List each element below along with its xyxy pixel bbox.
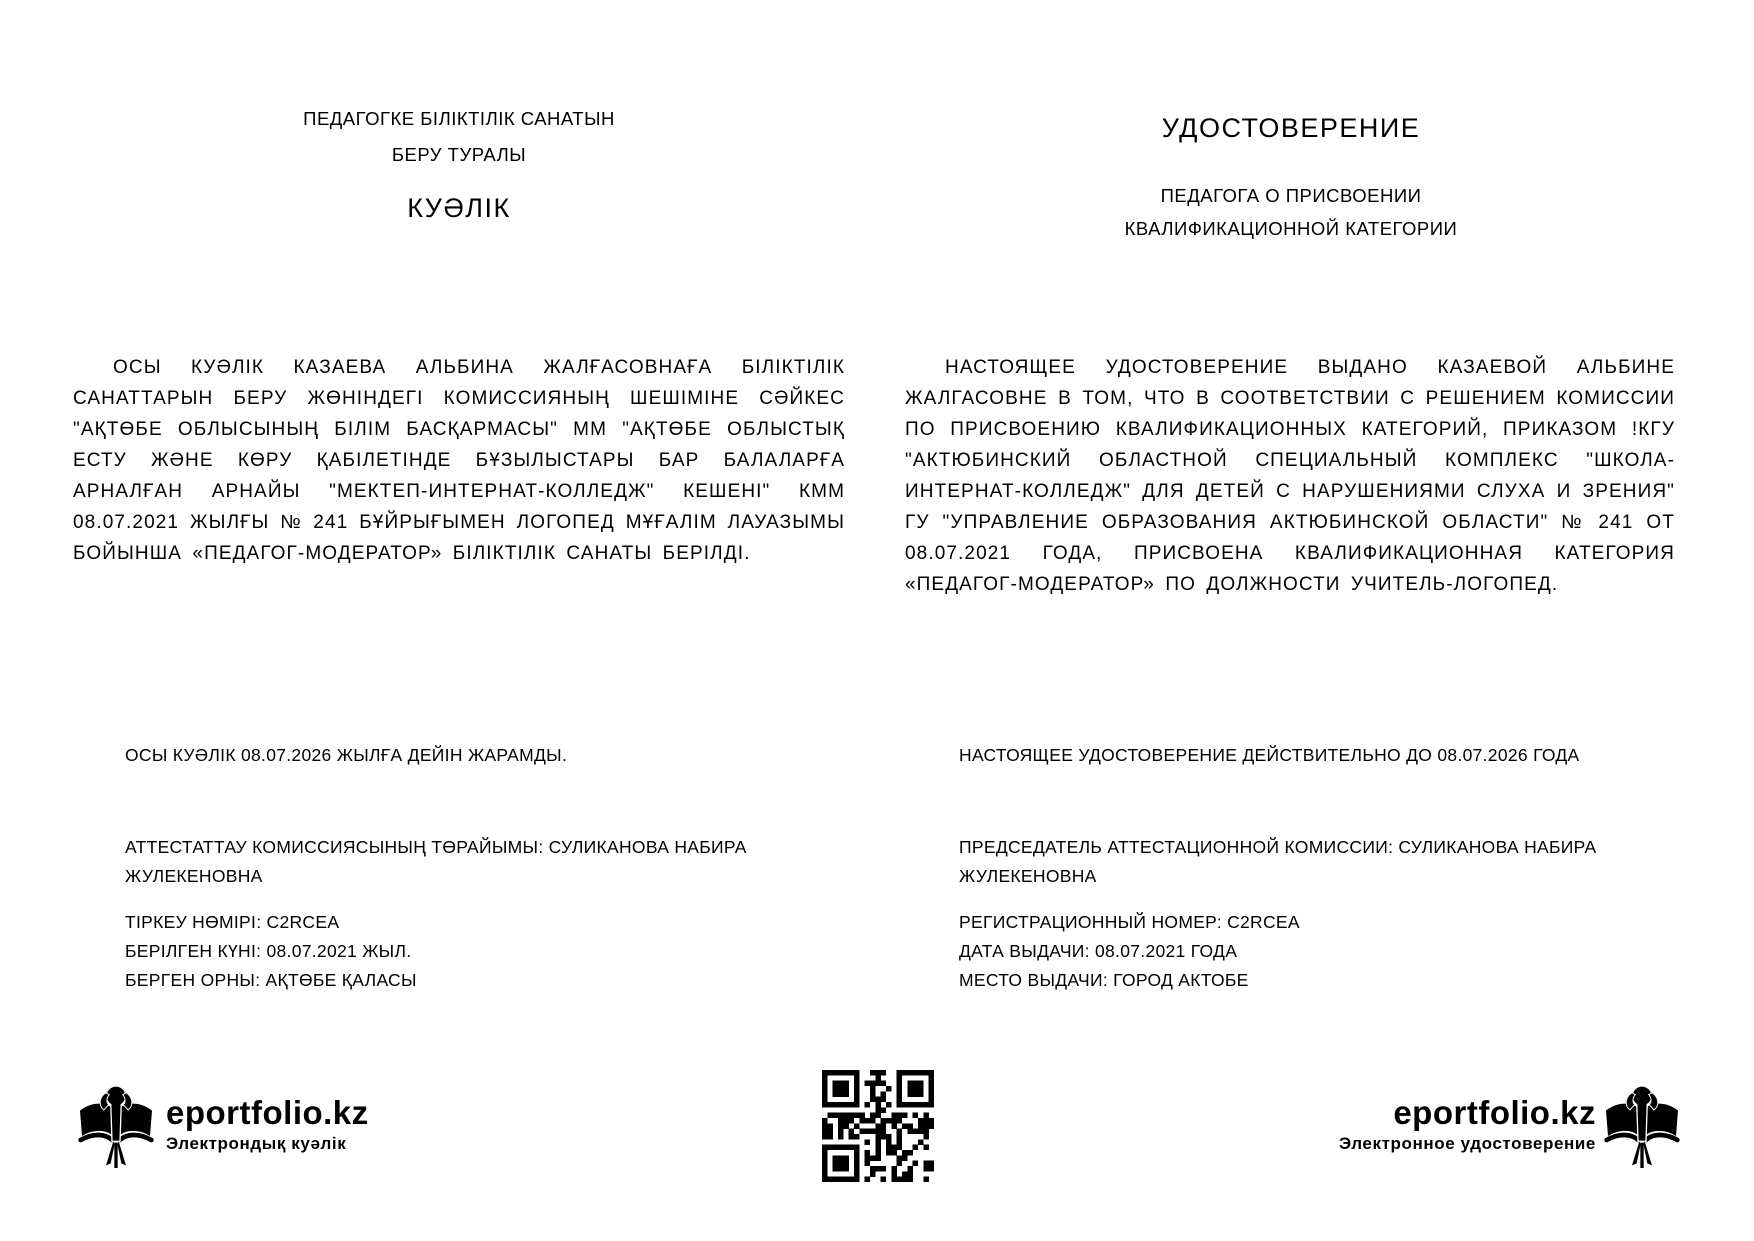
ru-subtitle-line1: ПЕДАГОГА О ПРИСВОЕНИИ <box>1160 185 1422 206</box>
ru-body-paragraph: НАСТОЯЩЕЕ УДОСТОВЕРЕНИЕ ВЫДАНО КАЗАЕВОЙ АЛЬБИНЕ ЖАЛГАСОВНЕ В ТОМ, ЧТО В СООТВЕТСТВИИ С РЕШЕНИЕМ КОМИССИИ ПО ПРИСВОЕНИЮ КВАЛИФИКАЦИОННЫХ КАТЕГОРИЙ, ПРИКАЗОМ !КГУ "АКТЮБИНСКИЙ ОБЛАСТНОЙ СПЕЦИАЛЬНЫЙ КОМПЛЕКС "ШКОЛА-ИНТЕРНАТ-КОЛЛЕДЖ" ДЛЯ ДЕТЕЙ С НАРУШЕНИЯМИ СЛУХА И ЗРЕНИЯ" ГУ "УПРАВЛЕНИЕ ОБРАЗОВАНИЯ АКТЮБИНСКОЙ ОБЛАСТИ" № 241 ОТ 08.07.2021 ГОДА, ПРИСВОЕНА КВАЛИФИКАЦИОННАЯ КАТЕГОРИЯ «ПЕДАГОГ-МОДЕРАТОР» ПО ДОЛЖНОСТИ УЧИТЕЛЬ-ЛОГОПЕД. <box>905 357 1675 595</box>
qr-code <box>822 1070 934 1182</box>
kk-issue-place: БЕРГЕН ОРНЫ: АҚТӨБЕ ҚАЛАСЫ <box>125 970 417 990</box>
book-reader-icon <box>1602 1080 1682 1181</box>
kk-registration-block <box>125 908 417 995</box>
ru-chairman-line: ПРЕДСЕДАТЕЛЬ АТТЕСТАЦИОННОЙ КОМИССИИ: СУЛИКАНОВА НАБИРА ЖУЛЕКЕНОВНА <box>959 837 1597 886</box>
right-logo-brand: eportfolio.kz <box>1393 1094 1596 1131</box>
ru-registration-number: РЕГИСТРАЦИОННЫЙ НОМЕР: C2RCEA <box>959 912 1300 932</box>
right-logo-text <box>1146 1095 1596 1155</box>
kk-subtitle-line2: БЕРУ ТУРАЛЫ <box>391 144 527 165</box>
kk-body-paragraph: ОСЫ КУӘЛІК КАЗАЕВА АЛЬБИНА ЖАЛҒАСОВНАҒА БІЛІКТІЛІК САНАТТАРЫН БЕРУ ЖӨНІНДЕГІ КОМИССИЯНЫҢ ШЕШІМІНЕ СӘЙКЕС "АҚТӨБЕ ОБЛЫСЫНЫҢ БІЛІМ БАСҚАРМАСЫ" ММ "АҚТӨБЕ ОБЛЫСТЫҚ ЕСТУ ЖӘНЕ КӨРУ ҚАБІЛЕТІНДЕ БҰЗЫЛЫСТАРЫ БАР БАЛАЛАРҒА АРНАЛҒАН АРНАЙЫ "МЕКТЕП-ИНТЕРНАТ-КОЛЛЕДЖ" КЕШЕНІ" КММ 08.07.2021 ЖЫЛҒЫ № 241 БҰЙРЫҒЫМЕН ЛОГОПЕД МҰҒАЛІМ ЛАУАЗЫМЫ БОЙЫНША «ПЕДАГОГ-МОДЕРАТОР» БІЛІКТІЛІК САНАТЫ БЕРІЛДІ. <box>73 357 845 564</box>
right-logo-tagline: Электронное удостоверение <box>1338 1134 1596 1153</box>
kk-chairman-line: АТТЕСТАТТАУ КОМИССИЯСЫНЫҢ ТӨРАЙЫМЫ: СУЛИКАНОВА НАБИРА ЖУЛЕКЕНОВНА <box>125 837 747 886</box>
kk-registration-number: ТІРКЕУ НӨМІРІ: C2RCEA <box>125 912 340 932</box>
left-logo-brand: eportfolio.kz <box>166 1094 369 1131</box>
ru-subtitle <box>905 179 1677 245</box>
left-logo-tagline: Электрондық куәлік <box>166 1134 347 1153</box>
ru-subtitle-line2: КВАЛИФИКАЦИОННОЙ КАТЕГОРИИ <box>1124 218 1458 239</box>
ru-registration-block <box>959 908 1300 995</box>
ru-title: УДОСТОВЕРЕНИЕ <box>1161 113 1421 143</box>
kk-title: КУӘЛІК <box>407 193 511 223</box>
kk-issue-date: БЕРІЛГЕН КҮНІ: 08.07.2021 ЖЫЛ. <box>125 941 412 961</box>
left-logo-text <box>166 1095 369 1155</box>
ru-issue-place: МЕСТО ВЫДАЧИ: ГОРОД АКТОБЕ <box>959 970 1249 990</box>
ru-issue-date: ДАТА ВЫДАЧИ: 08.07.2021 ГОДА <box>959 941 1238 961</box>
kk-subtitle-line1: ПЕДАГОГКЕ БІЛІКТІЛІК САНАТЫН <box>303 108 615 129</box>
kk-subtitle <box>73 101 845 173</box>
ru-validity-line: НАСТОЯЩЕЕ УДОСТОВЕРЕНИЕ ДЕЙСТВИТЕЛЬНО ДО 08.07.2026 ГОДА <box>959 745 1580 765</box>
kk-validity-line: ОСЫ КУӘЛІК 08.07.2026 ЖЫЛҒА ДЕЙІН ЖАРАМДЫ. <box>125 745 568 765</box>
book-reader-icon <box>76 1080 156 1181</box>
